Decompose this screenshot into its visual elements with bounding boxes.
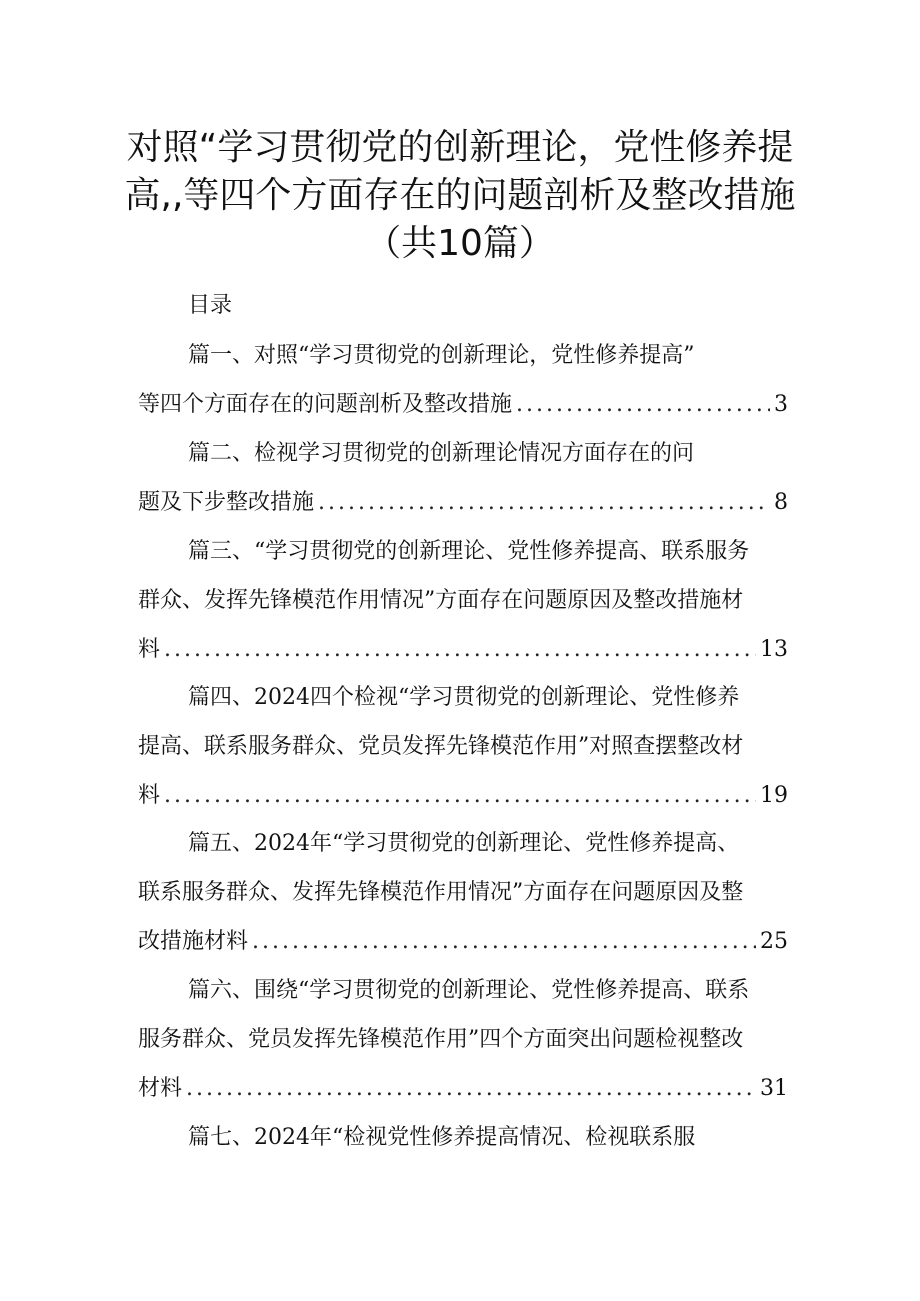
toc-entry-5-line-1: 篇五、2024年“学习贯彻党的创新理论、党性修养提高、: [188, 831, 740, 856]
toc-leader-dots: [318, 485, 770, 521]
document-title-line-2: 高,,等四个方面存在的问题剖析及整改措施: [124, 175, 796, 216]
document-title-line-1: 对照“学习贯彻党的创新理论，党性修养提: [126, 127, 794, 168]
toc-entry-5-text: 改措施材料: [138, 929, 249, 954]
toc-entry-6-line-3: [138, 1071, 788, 1107]
toc-leader-dots: [186, 1071, 756, 1107]
toc-entry-6-line-1: 篇六、围绕“学习贯彻党的创新理论、党性修养提高、联系: [188, 978, 750, 1003]
toc-entry-5-page: 25: [760, 929, 788, 954]
toc-entry-2-line-1: 篇二、检视学习贯彻党的创新理论情况方面存在的问: [188, 441, 695, 466]
toc-entry-1-line-1: 篇一、对照“学习贯彻党的创新理论，党性修养提高”: [188, 343, 695, 368]
toc-leader-dots: [164, 632, 756, 668]
toc-entry-1-page: 3: [774, 392, 788, 417]
toc-entry-3-page: 13: [760, 637, 788, 662]
toc-entry-6-page: 31: [760, 1076, 788, 1101]
toc-leader-dots: [252, 924, 756, 960]
toc-leader-dots: [164, 778, 756, 814]
toc-entry-2-page: 8: [774, 490, 788, 515]
toc-entry-1-text: 等四个方面存在的问题剖析及整改措施: [138, 392, 513, 417]
toc-entry-2-text: 题及下步整改措施: [138, 490, 315, 515]
toc-entry-4-page: 19: [760, 783, 788, 808]
toc-entry-2-line-2: [138, 485, 788, 521]
toc-entry-5-line-3: [138, 924, 788, 960]
toc-entry-3-line-3: [138, 632, 788, 668]
toc-leader-dots: [516, 387, 770, 423]
toc-entry-4-line-2: 提高、联系服务群众、党员发挥先锋模范作用”对照查摆整改材: [138, 734, 744, 759]
toc-entry-3-line-2: 群众、发挥先锋模范作用情况”方面存在问题原因及整改措施材: [138, 588, 744, 613]
toc-entry-3-line-1: 篇三、“学习贯彻党的创新理论、党性修养提高、联系服务: [188, 539, 750, 564]
toc-heading: 目录: [188, 293, 233, 318]
toc-entry-4-line-1: 篇四、2024四个检视“学习贯彻党的创新理论、党性修养: [188, 685, 740, 710]
toc-entry-6-line-2: 服务群众、党员发挥先锋模范作用”四个方面突出问题检视整改: [138, 1027, 744, 1052]
toc-entry-4-line-3: [138, 778, 788, 814]
toc-entry-4-text: 料: [138, 783, 161, 808]
toc-entry-5-line-2: 联系服务群众、发挥先锋模范作用情况”方面存在问题原因及整: [138, 880, 744, 905]
toc-entry-7-line-1: 篇七、2024年“检视党性修养提高情况、检视联系服: [188, 1125, 696, 1150]
toc-entry-1-line-2: [138, 387, 788, 423]
toc-entry-6-text: 材料: [138, 1076, 183, 1101]
document-title-line-3: （共10篇）: [365, 223, 555, 264]
toc-entry-3-text: 料: [138, 637, 161, 662]
